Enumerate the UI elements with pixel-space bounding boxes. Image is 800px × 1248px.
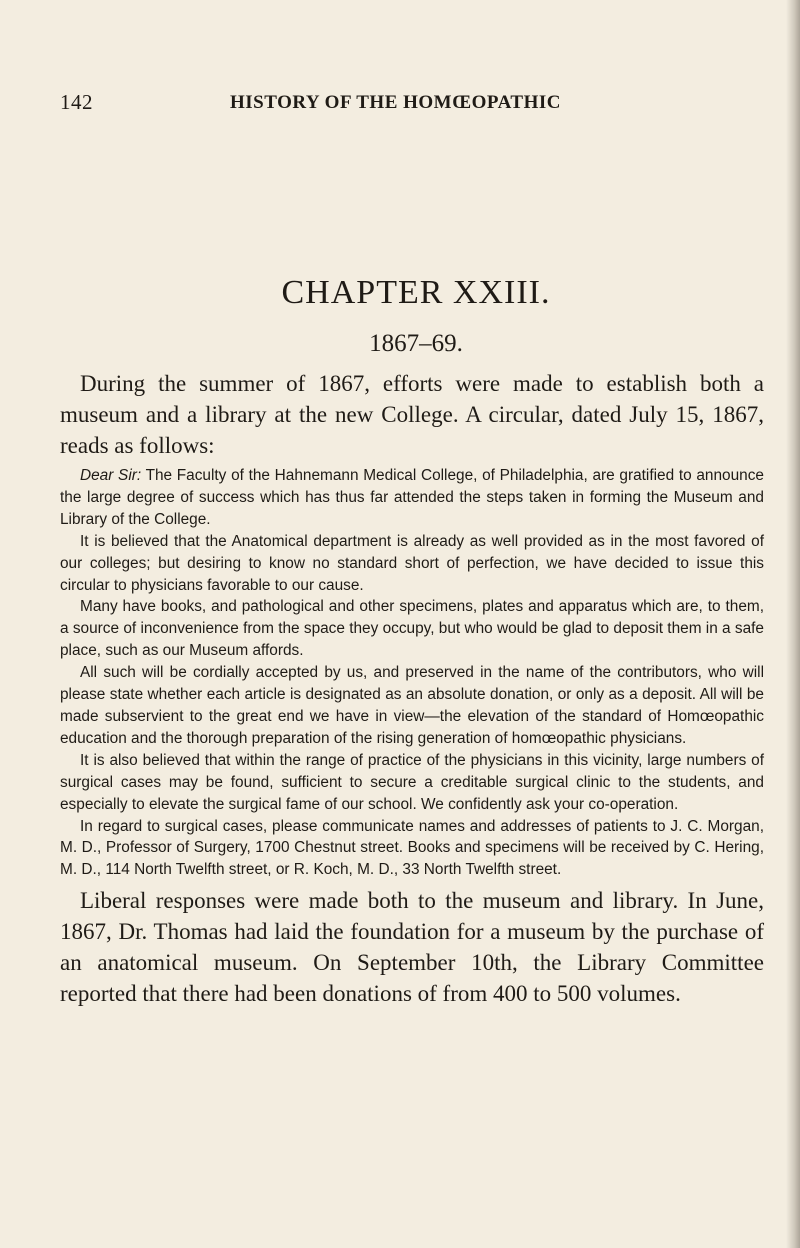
salutation: Dear Sir: <box>80 467 142 484</box>
letter-paragraph-3: Many have books, and pathological and other specimens, plates and apparatus which are, to them, a source of inconvenience from the space they occupy, but who would be glad to deposit them in a safe place, such as our Museum affords. <box>60 598 764 660</box>
letter-paragraph-1 <box>60 465 764 531</box>
body-text <box>60 368 764 1009</box>
intro-paragraph: During the summer of 1867, efforts were made to establish both a museum and a library at the new College. A circular, dated July 15, 1867, reads as follows: <box>60 371 764 458</box>
running-title: HISTORY OF THE HOMŒOPATHIC <box>230 92 561 113</box>
closing-paragraph: Liberal responses were made both to the museum and library. In June, 1867, Dr. Thomas had laid the foundation for a museum by the purchase of an anatomical museum. On September 10th, the Library Committee reported that there had been donations of from 400 to 500 volumes. <box>60 888 764 1007</box>
page-edge-shadow <box>786 0 800 1248</box>
chapter-title: CHAPTER XXIII. <box>281 274 551 311</box>
page-number: 142 <box>60 90 93 114</box>
letter-paragraph-1-text: The Faculty of the Hahnemann Medical College, of Philadelphia, are gratified to announce the large degree of success which has thus far attended the steps taken in forming the Museum and Library of the College. <box>60 467 764 528</box>
letter-paragraph-2: It is believed that the Anatomical department is already as well provided as in the most favored of our colleges; but desiring to know no standard short of perfection, we have decided to issue this circular to physicians favorable to our cause. <box>60 532 764 594</box>
letter-paragraph-4: All such will be cordially accepted by us, and preserved in the name of the contributors, who will please state whether each article is designated as an absolute donation, or only as a deposit. All will be made subservient to the great end we have in view—the elevation of the standard of Homœopathic education and the thorough preparation of the rising generation of homœopathic physicians. <box>60 664 764 747</box>
chapter-years: 1867–69. <box>369 330 463 357</box>
letter-paragraph-5: It is also believed that within the range of practice of the physicians in this vicinity, large numbers of surgical cases may be found, sufficient to secure a creditable surgical clinic to the students, and especially to elevate the surgical fame of our school. We confidently ask your co-operation. <box>60 751 764 813</box>
letter-paragraph-6: In regard to surgical cases, please communicate names and addresses of patients to J. C. Morgan, M. D., Professor of Surgery, 1700 Chestnut street. Books and specimens will be received by C. Hering, M. D., 114 North Twelfth street, or R. Koch, M. D., 33 North Twelfth street. <box>60 817 764 879</box>
